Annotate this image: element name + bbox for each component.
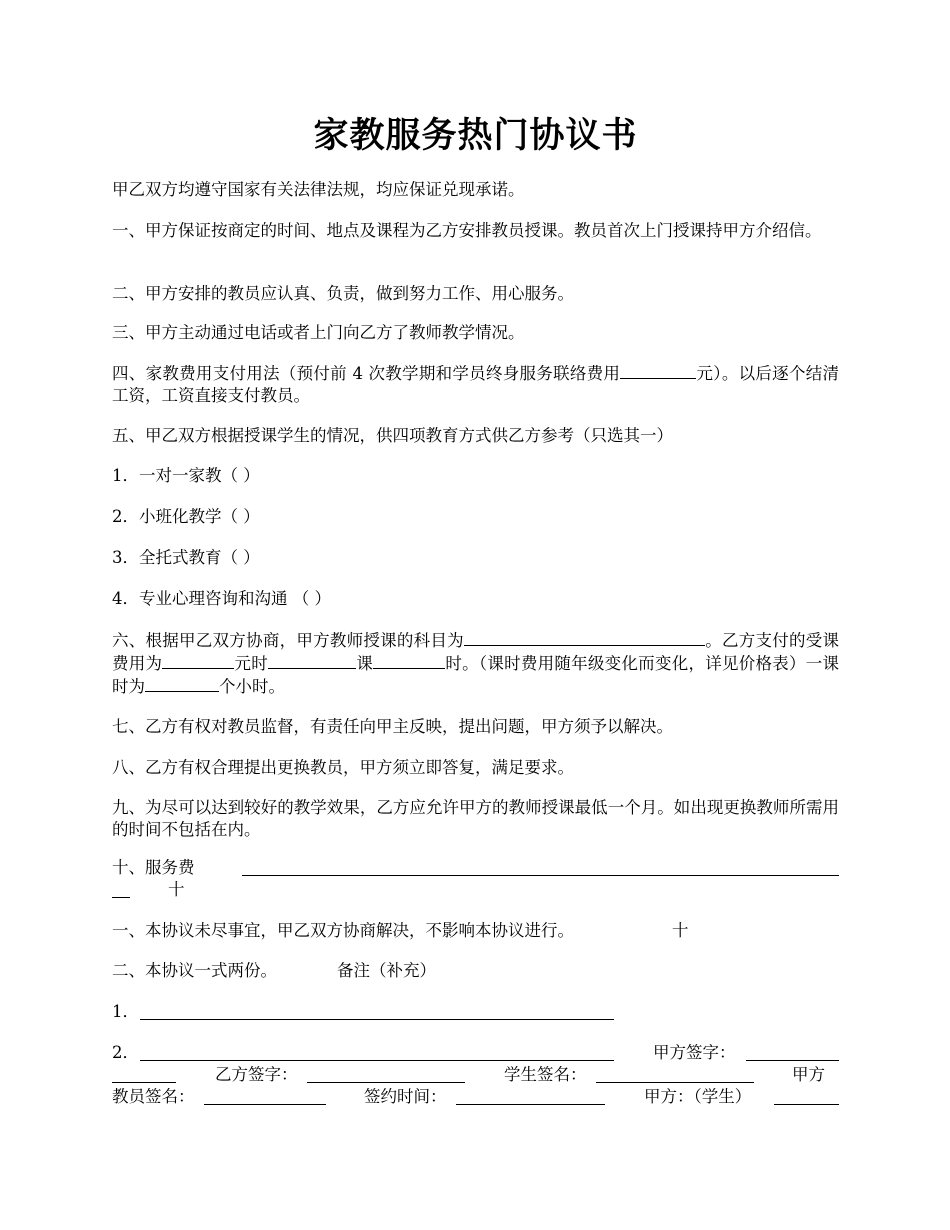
party-a-student-label: 甲方：（学生） xyxy=(644,1087,752,1106)
sign-time-label: 签约时间： xyxy=(364,1087,447,1106)
option-2: 2．小班化教学（ ） xyxy=(112,507,260,526)
lesson-hours-blank[interactable] xyxy=(145,675,219,692)
clause-4 xyxy=(112,362,839,407)
supplement-item-1 xyxy=(112,1001,839,1023)
clause-8: 八、乙方有权合理提出更换教员，甲方须立即答复，满足要求。 xyxy=(112,758,574,777)
clause-12-text: 二、本协议一式两份。 xyxy=(112,961,277,980)
clause-10-tail: 十 xyxy=(168,880,185,899)
student-sign-blank[interactable] xyxy=(596,1066,754,1083)
supplement-1-blank[interactable] xyxy=(140,1003,614,1020)
teacher-sign-blank[interactable] xyxy=(204,1088,326,1105)
clause-2: 二、甲方安排的教员应认真、负责，做到努力工作、用心服务。 xyxy=(112,284,574,303)
clause-6-text-a: 六、根据甲乙双方协商，甲方教师授课的科目为 xyxy=(112,631,464,650)
clause-6-text-c: 元时 xyxy=(234,654,269,673)
clause-6-text-f: 个小时。 xyxy=(219,677,285,696)
party-a-sign-blank-cont[interactable] xyxy=(112,1066,176,1083)
party-a-sign-label: 甲方签字： xyxy=(653,1043,736,1062)
supplement-item-2 xyxy=(112,1042,839,1064)
service-fee-blank[interactable] xyxy=(242,859,839,876)
clause-6-text-d: 课 xyxy=(356,654,374,673)
student-sign-label: 学生签名： xyxy=(504,1065,587,1084)
option-3: 3．全托式教育（ ） xyxy=(112,548,260,567)
hours-blank[interactable] xyxy=(373,652,445,669)
supplement-item-1-label: 1． xyxy=(112,1002,139,1021)
service-fee-label: 十、服务费 xyxy=(112,858,195,877)
party-a-sign-blank[interactable] xyxy=(746,1044,839,1061)
clause-6-text-e: 时。（课时费用随年级变化而变化，详见价格表）一课时为 xyxy=(112,654,840,696)
supplement-2-blank[interactable] xyxy=(140,1044,614,1061)
clause-6-text-b: 。乙方支付的受课费用为 xyxy=(112,631,840,673)
lesson-blank[interactable] xyxy=(268,652,356,669)
clause-9: 九、为尽可以达到较好的教学效果，乙方应允许甲方的教师授课最低一个月。如出现更换教师所需用的时间不包括在内。 xyxy=(112,798,839,839)
supplement-item-2-label: 2． xyxy=(112,1043,139,1062)
clause-11 xyxy=(112,920,839,942)
option-1: 1．一对一家教（ ） xyxy=(112,466,260,485)
clause-1: 一、甲方保证按商定的时间、地点及课程为乙方安排教员授课。教员首次上门授课持甲方介绍信。 xyxy=(112,221,822,240)
option-4: 4．专业心理咨询和沟通 （ ） xyxy=(112,589,331,608)
party-b-sign-blank[interactable] xyxy=(307,1066,465,1083)
clause-5: 五、甲乙双方根据授课学生的情况，供四项教育方式供乙方参考（只选其一） xyxy=(112,426,673,445)
notes-label: 备注（补充） xyxy=(337,961,436,980)
clause-6 xyxy=(112,629,839,698)
clause-4-text-b: 元）。以后逐个结清工资，工资直接支付教员。 xyxy=(112,364,839,405)
party-a-student-blank[interactable] xyxy=(774,1088,839,1105)
fee-blank[interactable] xyxy=(620,362,696,379)
document-title: 家教服务热门协议书 xyxy=(313,115,638,156)
hourly-fee-blank[interactable] xyxy=(162,652,234,669)
subject-blank[interactable] xyxy=(464,629,705,646)
clause-11-text: 一、本协议未尽事宜，甲乙双方协商解决，不影响本协议进行。 xyxy=(112,921,574,940)
clause-12 xyxy=(112,960,839,982)
clause-10 xyxy=(112,857,839,907)
intro-paragraph: 甲乙双方均遵守国家有关法律法规，均应保证兑现承诺。 xyxy=(112,180,525,199)
service-fee-blank-cont[interactable] xyxy=(112,881,130,898)
teacher-sign-label: 教员签名： xyxy=(112,1087,195,1106)
party-b-sign-label: 乙方签字： xyxy=(215,1065,298,1084)
clause-11-tail: 十 xyxy=(672,921,689,940)
clause-7: 七、乙方有权对教员监督，有责任向甲主反映，提出问题，甲方须予以解决。 xyxy=(112,717,673,736)
party-a-label: 甲方 xyxy=(792,1065,825,1084)
sign-time-blank[interactable] xyxy=(456,1088,605,1105)
clause-4-text-a: 四、家教费用支付用法（预付前 4 次教学期和学员终身服务联络费用 xyxy=(112,364,621,383)
clause-3: 三、甲方主动通过电话或者上门向乙方了教师教学情况。 xyxy=(112,323,525,342)
